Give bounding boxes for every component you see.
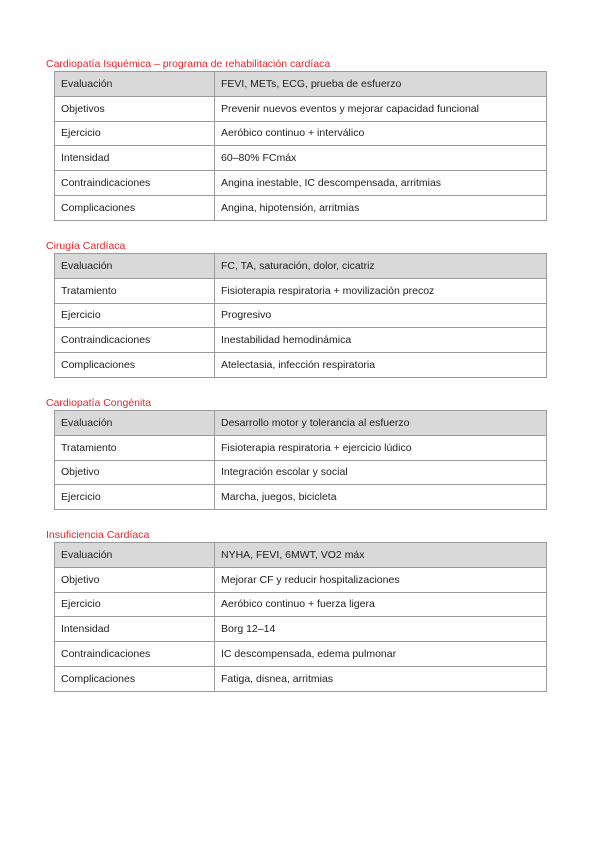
table-cell-label: Complicaciones: [55, 666, 215, 691]
table-row: [55, 642, 547, 667]
table-cell-value: Fisioterapia respiratoria + movilización precoz: [215, 278, 547, 303]
table-cell-value: Angina inestable, IC descompensada, arritmias: [215, 171, 547, 196]
table-cell-label: Ejercicio: [55, 592, 215, 617]
table-row: [55, 96, 547, 121]
table-cell-value: Fisioterapia respiratoria + ejercicio lúdico: [215, 435, 547, 460]
table-cell-value: Mejorar CF y reducir hospitalizaciones: [215, 567, 547, 592]
table-cell-label: Objetivo: [55, 460, 215, 485]
table-row: [55, 617, 547, 642]
table-cell-label: Ejercicio: [55, 303, 215, 328]
table-row: [55, 543, 547, 568]
table-cell-label: Contraindicaciones: [55, 642, 215, 667]
info-table: [54, 71, 547, 221]
table-row: [55, 567, 547, 592]
table-cell-value: IC descompensada, edema pulmonar: [215, 642, 547, 667]
table-row: [55, 460, 547, 485]
table-cell-label: Ejercicio: [55, 121, 215, 146]
table-row: [55, 171, 547, 196]
table-cell-label: Complicaciones: [55, 353, 215, 378]
table-cell-label: Objetivos: [55, 96, 215, 121]
info-table: [54, 410, 547, 510]
table-cell-value: Aeróbico continuo + interválico: [215, 121, 547, 146]
table-cell-label: Ejercicio: [55, 485, 215, 510]
section-title: Cardiopatía Congénita: [46, 397, 152, 409]
table-row: [55, 328, 547, 353]
table-cell-value: Desarrollo motor y tolerancia al esfuerzo: [215, 411, 547, 436]
table-row: [55, 592, 547, 617]
table-row: [55, 435, 547, 460]
table-cell-label: Evaluación: [55, 411, 215, 436]
table-cell-value: Fatiga, disnea, arritmias: [215, 666, 547, 691]
table-cell-value: Angina, hipotensión, arritmias: [215, 195, 547, 220]
section-cardiopatia-congenita: [46, 397, 547, 510]
table-cell-label: Contraindicaciones: [55, 328, 215, 353]
table-row: [55, 411, 547, 436]
table-row: [55, 146, 547, 171]
table-cell-value: FC, TA, saturación, dolor, cicatriz: [215, 254, 547, 279]
table-cell-label: Contraindicaciones: [55, 171, 215, 196]
table-cell-label: Objetivo: [55, 567, 215, 592]
table-row: [55, 666, 547, 691]
table-cell-value: Inestabilidad hemodinámica: [215, 328, 547, 353]
table-cell-label: Evaluación: [55, 254, 215, 279]
info-table: [54, 542, 547, 692]
table-cell-label: Intensidad: [55, 617, 215, 642]
table-cell-label: Tratamiento: [55, 435, 215, 460]
table-cell-value: Borg 12–14: [215, 617, 547, 642]
section-cirugia-cardiaca: [46, 240, 547, 378]
table-cell-label: Evaluación: [55, 72, 215, 97]
table-row: [55, 72, 547, 97]
table-row: [55, 195, 547, 220]
table-cell-value: Marcha, juegos, bicicleta: [215, 485, 547, 510]
section-insuficiencia-cardiaca: [46, 529, 547, 692]
section-title: Cardiopatía Isquémica – programa de rehabilitación cardíaca: [46, 58, 331, 70]
info-table: [54, 253, 547, 378]
table-cell-value: Prevenir nuevos eventos y mejorar capacidad funcional: [215, 96, 547, 121]
table-cell-value: NYHA, FEVI, 6MWT, VO2 máx: [215, 543, 547, 568]
table-row: [55, 485, 547, 510]
table-row: [55, 303, 547, 328]
table-row: [55, 278, 547, 303]
table-cell-value: 60–80% FCmáx: [215, 146, 547, 171]
table-cell-label: Complicaciones: [55, 195, 215, 220]
section-title: Cirugía Cardíaca: [46, 240, 126, 252]
section-title: Insuficiencia Cardíaca: [46, 529, 150, 541]
table-cell-value: FEVI, METs, ECG, prueba de esfuerzo: [215, 72, 547, 97]
section-cardiopatia-isquemica: [46, 58, 547, 221]
table-cell-value: Aeróbico continuo + fuerza ligera: [215, 592, 547, 617]
table-row: [55, 254, 547, 279]
table-row: [55, 121, 547, 146]
table-cell-label: Intensidad: [55, 146, 215, 171]
table-cell-value: Atelectasia, infección respiratoria: [215, 353, 547, 378]
table-cell-label: Tratamiento: [55, 278, 215, 303]
table-row: [55, 353, 547, 378]
table-cell-value: Integración escolar y social: [215, 460, 547, 485]
table-cell-value: Progresivo: [215, 303, 547, 328]
table-cell-label: Evaluación: [55, 543, 215, 568]
